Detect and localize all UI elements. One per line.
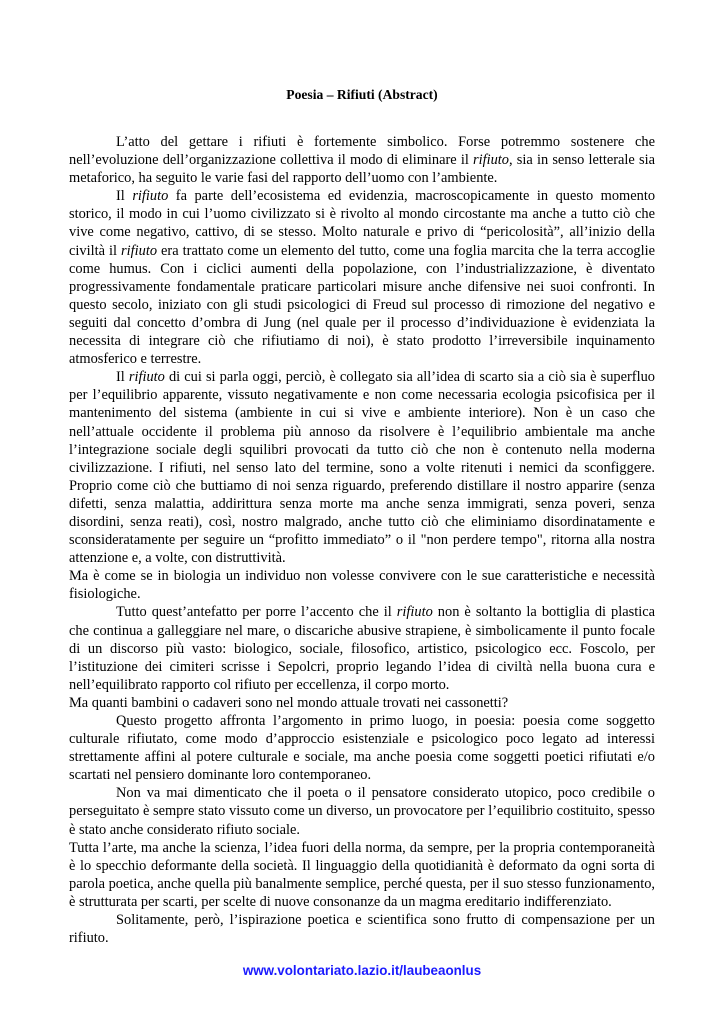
text-segment: Il	[116, 369, 129, 386]
text-segment: Ma quanti bambini o cadaveri sono nel mondo attuale trovati nei cassonetti?	[69, 694, 509, 711]
footer-link[interactable]: www.volontariato.lazio.it/laubeaonlus	[242, 963, 482, 978]
italic-term: rifiuto	[473, 152, 509, 169]
paragraph	[69, 694, 655, 712]
paragraph	[69, 187, 655, 368]
text-segment: , sia in senso letterale sia metaforico, ha seguito le varie fasi del rapporto dell’uomo con l’ambiente.	[69, 152, 655, 187]
paragraph	[69, 368, 655, 567]
italic-term: rifiuto	[396, 604, 433, 621]
text-segment: Non va mai dimenticato che il poeta o il pensatore considerato utopico, poco credibile o perseguitato è sempre stato vissuto come un diverso, un provocatore per l’equilibrio costituito, spesso è stato anche considerato rifiuto sociale.	[69, 785, 655, 838]
text-segment: era trattato come un elemento del tutto, come una foglia marcita che la terra accoglie come humus. Con i ciclici aumenti della popolazione, con l’industrializzazione, è diventato progressivamente fondamentale praticare particolari misure anche difensive nei suoi confronti. In questo secolo, iniziato con gli studi psicologici di Freud sul processo di rimozione del negativo e seguiti dal concetto d’ombra di Jung (nel quale per il processo d’individuazione è evidenziata la necessita di integrare ciò che rifiutiamo di noi), è stato prodotto l’irreversibile inquinamento atmosferico e terrestre.	[69, 242, 655, 368]
text-segment: L’atto del gettare i rifiuti è fortemente simbolico. Forse potremmo sostenere che nell’evoluzione dell’organizzazione collettiva il modo di eliminare il	[69, 134, 655, 169]
text-segment: Ma è come se in biologia un individuo non volesse convivere con le sue caratteristiche e necessità fisiologiche.	[69, 568, 655, 603]
text-segment: Tutta l’arte, ma anche la scienza, l’idea fuori della norma, da sempre, per la propria contemporaneità è lo specchio deformante della società. Il linguaggio della quotidianità è deformato da ogni sorta di parola poetica, anche quella più banalmente semplice, perché questa, per il suo stesso funzionamento, è strutturata per scarti, per scelte di nuove consonanze da un magma ereditario indifferenziato.	[69, 839, 655, 910]
document-body	[69, 133, 655, 947]
paragraph	[69, 712, 655, 784]
text-segment: di cui si parla oggi, perciò, è collegato sia all’idea di scarto sia a ciò sia è superfluo per l’equilibrio apparente, vissuto negativamente e non come necessaria ecologia psicofisica per il mantenimento del sistema (ambiente in cui si vive e ambiente interiore). Non è un caso che nell’attuale occidente il problema più annoso da risolvere è l’equilibrio ambientale ma anche l’integrazione sociale degli squilibri provocati da tutto ciò che non è contenuto nella moderna civilizzazione. I rifiuti, nel senso lato del termine, sono a volte ritenuti i nemici da sconfiggere. Proprio come ciò che buttiamo di noi senza riguardo, preferendo distillare il nostro apparire (senza difetti, senza malattia, addirittura senza morte ma anche senza immigrati, senza poveri, senza disordini, senza reati), così, nostro malgrado, anche tutto ciò che eliminiamo disordinatamente e sconsideratamente per seguire un “profitto immediato” o il "non perdere tempo", ritorna alla nostra attenzione e, a volte, con distruttività.	[69, 369, 655, 567]
italic-term: rifiuto	[132, 188, 169, 205]
footer	[0, 962, 724, 980]
text-segment: fa parte dell’ecosistema ed evidenzia, macroscopicamente in questo momento storico, il modo in cui l’uomo civilizzato si è rivolto al mondo circostante ma anche a tutto ciò che vive come negativo, cattivo, di se stesso. Molto naturale e privo di “pericolosità”, all’inizio della civiltà il	[69, 188, 656, 259]
text-segment: Il	[116, 188, 133, 205]
text-segment: non è soltanto la bottiglia di plastica che continua a galleggiare nel mare, o discariche abusive strapiene, è simbolicamente il punto focale di un discorso più vasto: biologico, sociale, filosofico, artistico, psicologico ecc. Foscolo, per l’istituzione dei cimiteri scrisse i Sepolcri, proprio legando l’idea di civiltà nella buona cura e nell’equilibrato rapporto col rifiuto per eccellenza, il corpo morto.	[69, 604, 655, 693]
italic-term: rifiuto	[121, 242, 158, 259]
paragraph	[69, 603, 655, 693]
paragraph	[69, 911, 655, 947]
text-segment: Questo progetto affronta l’argomento in primo luogo, in poesia: poesia come soggetto culturale rifiutato, come modo d’approccio esistenziale e psicologico poco legato ad interessi strettamente affini al potere culturale e sociale, ma anche poesia come soggetti poetici rifiutati e/o scartati nel pensiero dominante loro contemporaneo.	[69, 713, 655, 784]
paragraph	[69, 839, 655, 911]
paragraph	[69, 567, 655, 603]
text-segment: Tutto quest’antefatto per porre l’accento che il	[116, 604, 397, 621]
paragraph	[69, 784, 655, 838]
document-title: Poesia – Rifiuti (Abstract)	[286, 87, 438, 102]
paragraph	[69, 133, 655, 187]
text-segment: Solitamente, però, l’ispirazione poetica e scientifica sono frutto di compensazione per un rifiuto.	[69, 912, 655, 947]
italic-term: rifiuto	[128, 369, 165, 386]
